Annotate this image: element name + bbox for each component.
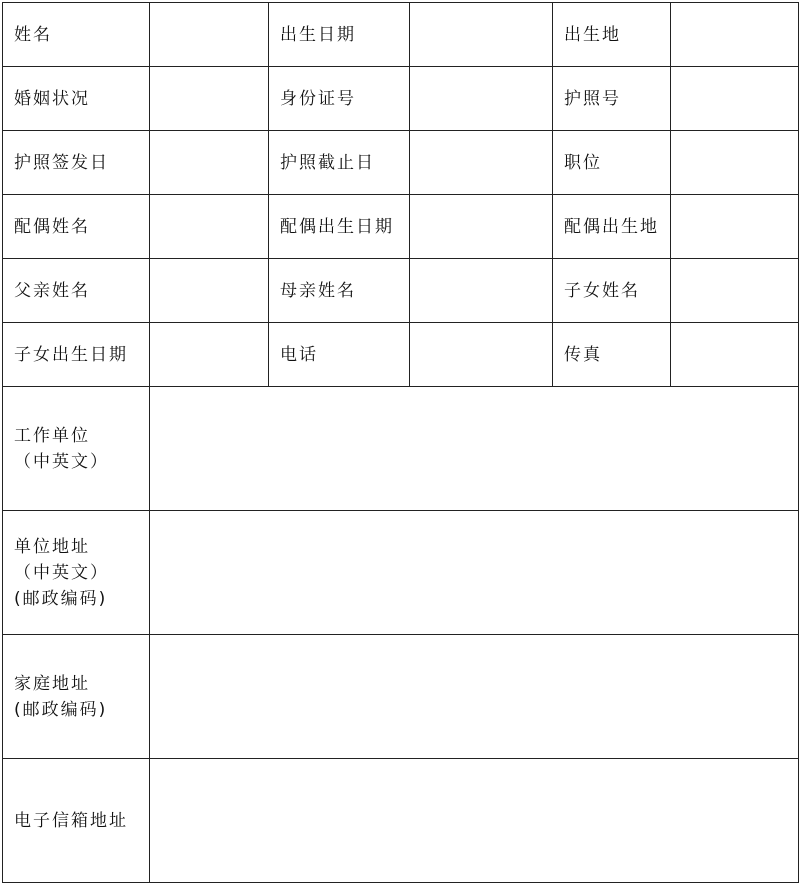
birth-place-label: 出生地 [553, 3, 671, 67]
id-number-field[interactable] [410, 67, 553, 131]
work-unit-label [3, 387, 150, 511]
form-row-home-address [3, 635, 799, 759]
birth-date-label: 出生日期 [269, 3, 410, 67]
mother-name-label: 母亲姓名 [269, 259, 410, 323]
marital-status-field[interactable] [150, 67, 269, 131]
father-name-label: 父亲姓名 [3, 259, 150, 323]
form-row-work-unit [3, 387, 799, 511]
birth-date-field[interactable] [410, 3, 553, 67]
home-address-field[interactable] [150, 635, 799, 759]
fax-field[interactable] [671, 323, 799, 387]
email-label [3, 759, 150, 883]
unit-address-label-line2: （中英文） [14, 562, 109, 583]
unit-address-label-line1: 单位地址 [14, 536, 90, 557]
form-row-email [3, 759, 799, 883]
child-name-field[interactable] [671, 259, 799, 323]
home-address-label-line1: 家庭地址 [14, 673, 90, 694]
email-field[interactable] [150, 759, 799, 883]
phone-label: 电话 [269, 323, 410, 387]
spouse-birth-place-label: 配偶出生地 [553, 195, 671, 259]
spouse-name-field[interactable] [150, 195, 269, 259]
spouse-birth-place-field[interactable] [671, 195, 799, 259]
position-label: 职位 [553, 131, 671, 195]
form-row-family [3, 259, 799, 323]
form-row-marital [3, 67, 799, 131]
passport-issue-date-field[interactable] [150, 131, 269, 195]
name-field[interactable] [150, 3, 269, 67]
unit-address-field[interactable] [150, 511, 799, 635]
id-number-label: 身份证号 [269, 67, 410, 131]
father-name-field[interactable] [150, 259, 269, 323]
passport-issue-date-label: 护照签发日 [3, 131, 150, 195]
marital-status-label: 婚姻状况 [3, 67, 150, 131]
form-row-name [3, 3, 799, 67]
passport-expiry-date-label: 护照截止日 [269, 131, 410, 195]
fax-label: 传真 [553, 323, 671, 387]
child-birth-date-label: 子女出生日期 [3, 323, 150, 387]
unit-address-label [3, 511, 150, 635]
child-name-label: 子女姓名 [553, 259, 671, 323]
phone-field[interactable] [410, 323, 553, 387]
unit-address-label-line3: (邮政编码) [14, 588, 108, 609]
passport-number-label: 护照号 [553, 67, 671, 131]
home-address-label-line2: (邮政编码) [14, 699, 108, 720]
email-label-line1: 电子信箱地址 [14, 810, 128, 831]
home-address-label [3, 635, 150, 759]
form-row-spouse [3, 195, 799, 259]
birth-place-field[interactable] [671, 3, 799, 67]
passport-number-field[interactable] [671, 67, 799, 131]
passport-expiry-date-field[interactable] [410, 131, 553, 195]
mother-name-field[interactable] [410, 259, 553, 323]
position-field[interactable] [671, 131, 799, 195]
spouse-birth-date-label: 配偶出生日期 [269, 195, 410, 259]
work-unit-field[interactable] [150, 387, 799, 511]
work-unit-label-line2: （中英文） [14, 451, 109, 472]
child-birth-date-field[interactable] [150, 323, 269, 387]
work-unit-label-line1: 工作单位 [14, 425, 90, 446]
form-row-contact [3, 323, 799, 387]
spouse-birth-date-field[interactable] [410, 195, 553, 259]
name-label: 姓名 [3, 3, 150, 67]
form-row-unit-address [3, 511, 799, 635]
spouse-name-label: 配偶姓名 [3, 195, 150, 259]
registration-form-table [2, 2, 799, 883]
form-row-passport [3, 131, 799, 195]
